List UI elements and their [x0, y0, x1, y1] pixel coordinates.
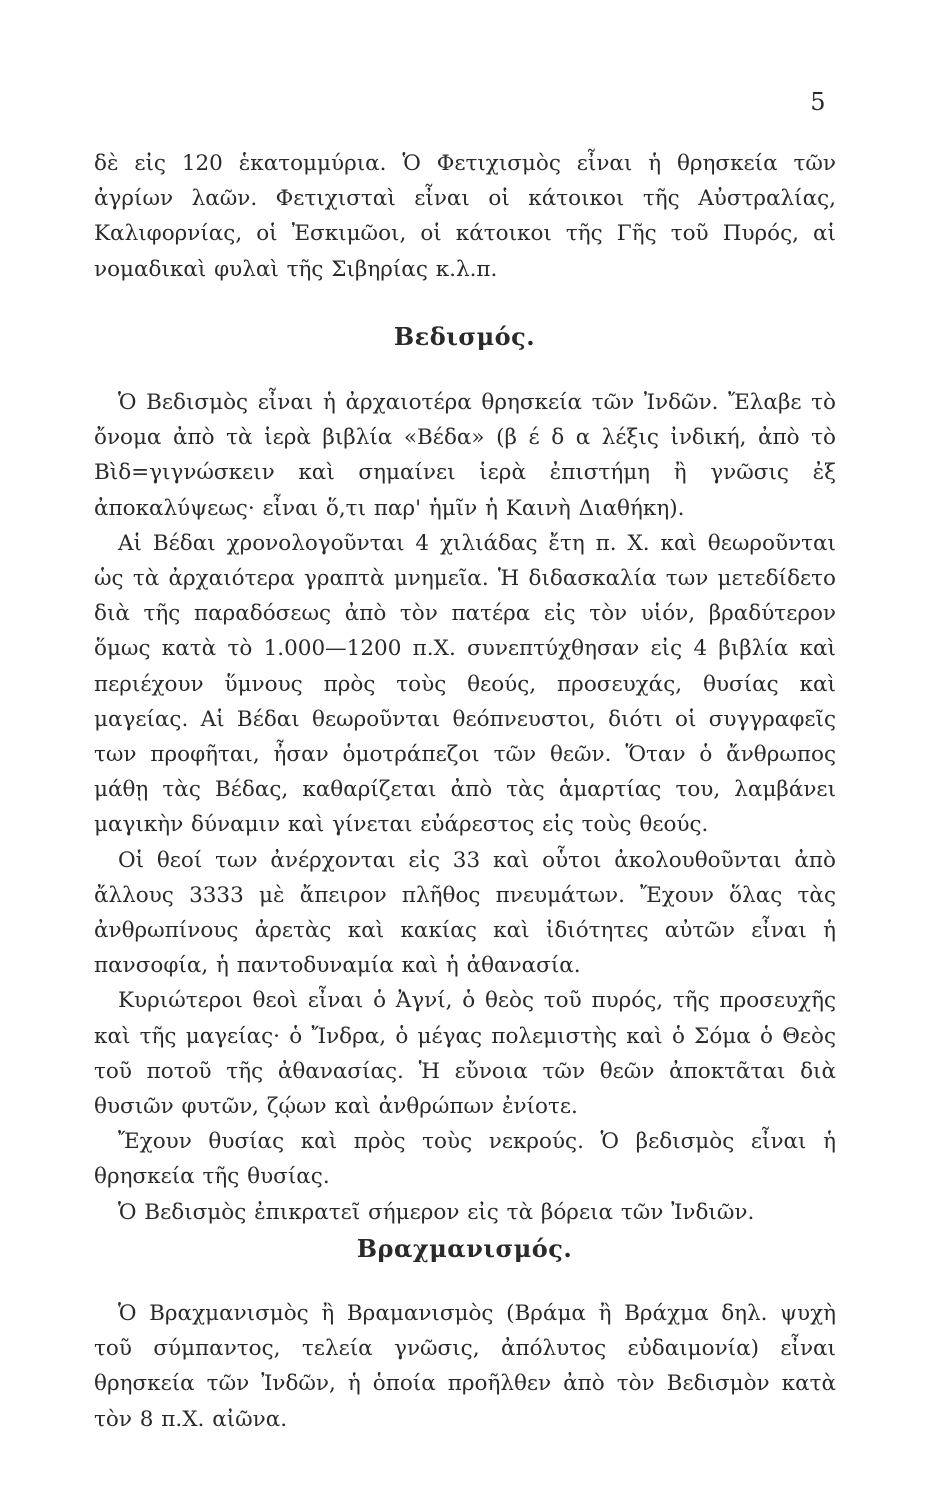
vedism-paragraph-2: Αἱ Βέδαι χρονολογοῦνται 4 χιλιάδας ἔτη π. Χ. καὶ θεωροῦνται ὡς τὰ ἀρχαιότερα γραπτὰ μνημεῖα. Ἡ διδασκαλία των μετεδίδετο διὰ τῆς παραδόσεως ἀπὸ τὸν πατέρα εἰς τὸν υἱόν, βραδύτερον ὅμως κατὰ τὸ 1.000—1200 π.Χ. συνεπτύχθησαν εἰς 4 βιβλία καὶ περιέχουν ὕμνους πρὸς τοὺς θεούς, προσευχάς, θυσίας καὶ μαγείας. Αἱ Βέδαι θεωροῦνται θεόπνευστοι, διότι οἱ συγγραφεῖς των προφῆται, ἦσαν ὁμοτράπεζοι τῶν θεῶν. Ὅταν ὁ ἄνθρωπος μάθῃ τὰς Βέδας, καθαρίζεται ἀπὸ τὰς ἁμαρτίας του, λαμβάνει μαγικὴν δύναμιν καὶ γίνεται εὐάρεστος εἰς τοὺς θεούς. — [94, 530, 836, 838]
section-heading-brahmanism: Βραχμανισμός. — [356, 1234, 573, 1263]
intro-paragraph: δὲ εἰς 120 ἑκατομμύρια. Ὁ Φετιχισμὸς εἶναι ἡ θρησκεία τῶν ἀγρίων λαῶν. Φετιχισταὶ εἶναι οἱ κάτοικοι τῆς Αὐστραλίας, Καλιφορνίας, οἱ Ἐσκιμῶοι, οἱ κάτοικοι τῆς Γῆς τοῦ Πυρός, αἱ νομαδικαὶ φυλαὶ τῆς Σιβηρίας κ.λ.π. — [94, 151, 836, 282]
vedism-paragraph-3: Οἱ θεοί των ἀνέρχονται εἰς 33 καὶ οὗτοι ἀκολουθοῦνται ἀπὸ ἄλλους 3333 μὲ ἄπειρον πλῆθος πνευμάτων. Ἔχουν ὅλας τὰς ἀνθρωπίνους ἀρετὰς καὶ κακίας καὶ ἰδιότητες αὐτῶν εἶναι ἡ πανσοφία, ἡ παντοδυναμία καὶ ἡ ἀθανασία. — [94, 847, 836, 979]
vedism-section — [94, 385, 836, 1230]
page-number: 5 — [810, 88, 826, 116]
vedism-paragraph-6: Ὁ Βεδισμὸς ἐπικρατεῖ σήμερον εἰς τὰ βόρεια τῶν Ἰνδιῶν. — [118, 1199, 755, 1225]
vedism-paragraph-1: Ὁ Βεδισμὸς εἶναι ἡ ἀρχαιοτέρα θρησκεία τῶν Ἰνδῶν. Ἔλαβε τὸ ὄνομα ἀπὸ τὰ ἱερὰ βιβλία «Βέδα» (β έ δ α λέξις ἰνδική, ἀπὸ τὸ Βὶδ=γιγνώσκειν καὶ σημαίνει ἱερὰ ἐπιστήμη ἢ γνῶσις ἐξ ἀποκαλύψεως· εἶναι ὅ,τι παρ' ἡμῖν ἡ Καινὴ Διαθήκη). — [94, 390, 836, 521]
intro-section — [94, 146, 836, 287]
brahmanism-section — [94, 1296, 836, 1437]
brahmanism-paragraph-1: Ὁ Βραχμανισμὸς ἢ Βραμανισμὸς (Βράμα ἢ Βράχμα δηλ. ψυχὴ τοῦ σύμπαντος, τελεία γνῶσις, ἀπόλυτος εὐδαιμονία) εἶναι θρησκεία τῶν Ἰνδῶν, ἡ ὁποία προῆλθεν ἀπὸ τὸν Βεδισμὸν κατὰ τὸν 8 π.Χ. αἰῶνα. — [94, 1301, 836, 1432]
vedism-paragraph-5: Ἔχουν θυσίας καὶ πρὸς τοὺς νεκρούς. Ὁ βεδισμὸς εἶναι ἡ θρησκεία τῆς θυσίας. — [94, 1129, 836, 1190]
vedism-paragraph-4: Κυριώτεροι θεοὶ εἶναι ὁ Ἀγνί, ὁ θεὸς τοῦ πυρός, τῆς προσευχῆς καὶ τῆς μαγείας· ὁ Ἴνδρα, ὁ μέγας πολεμιστὴς καὶ ὁ Σόμα ὁ Θεὸς τοῦ ποτοῦ τῆς ἀθανασίας. Ἡ εὔνοια τῶν θεῶν ἀποκτᾶται διὰ θυσιῶν φυτῶν, ζῴων καὶ ἀνθρώπων ἐνίοτε. — [94, 988, 836, 1120]
section-heading-vedism: Βεδισμός. — [393, 322, 536, 351]
